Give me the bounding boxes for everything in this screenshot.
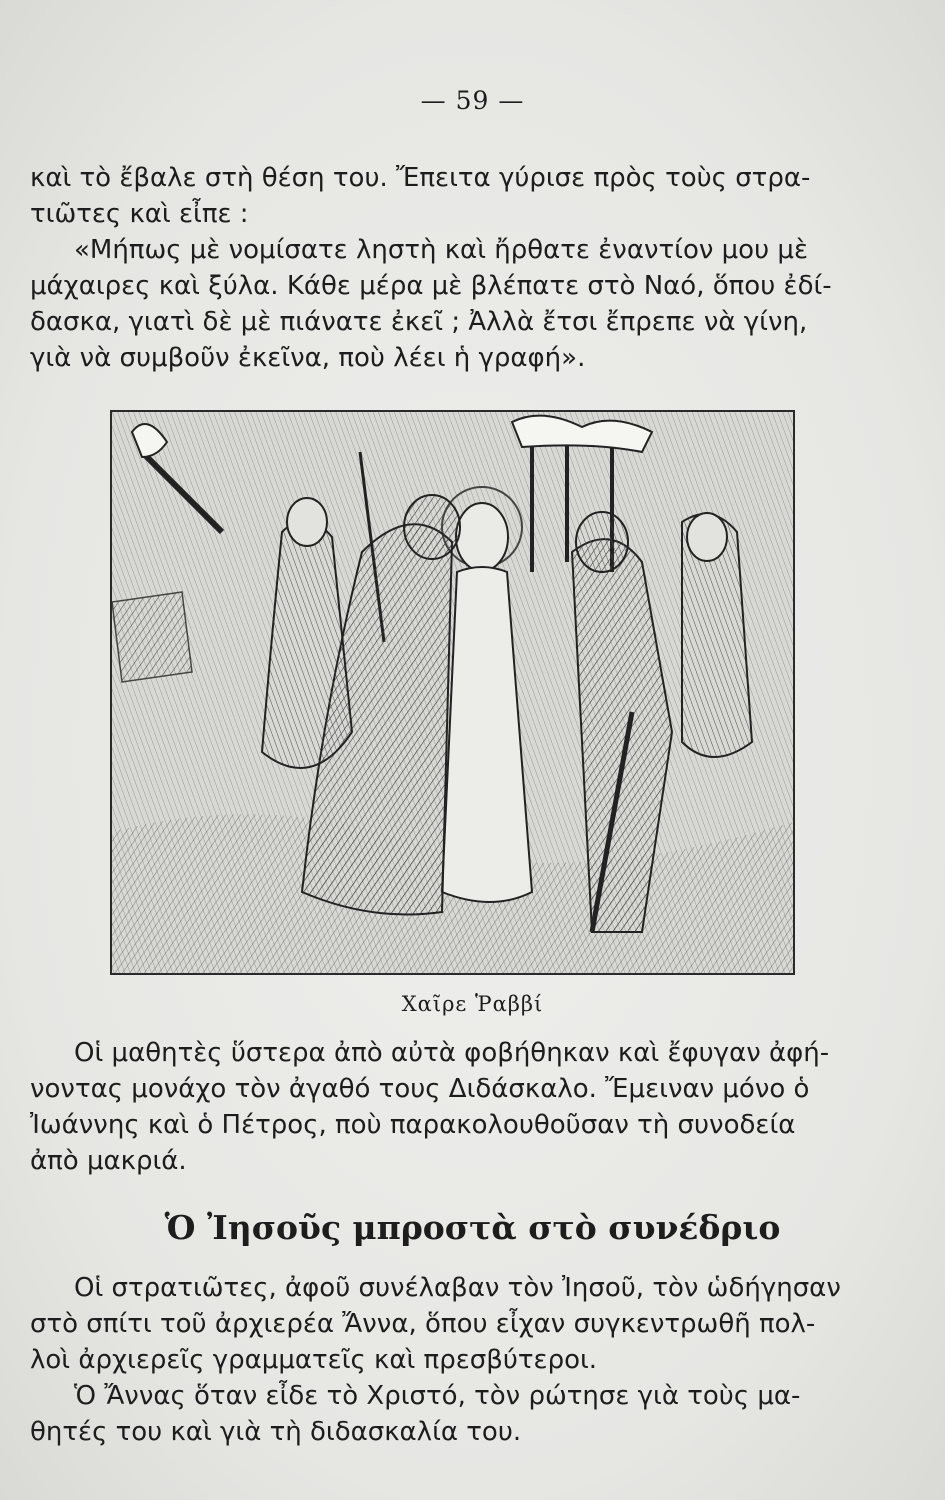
text-line: δασκα, γιατὶ δὲ μὲ πιάνατε ἐκεῖ ; Ἀλλὰ ἔτσι ἔπρεπε νὰ γίνη, — [30, 307, 808, 337]
paragraph-disciples-flee — [30, 1035, 900, 1179]
text-line: Ὁ Ἄννας ὅταν εἶδε τὸ Χριστό, τὸν ρώτησε γιὰ τοὺς μα- — [74, 1381, 801, 1411]
text-line: στὸ σπίτι τοῦ ἀρχιερέα Ἄννα, ὅπου εἶχαν συγκεντρωθῆ πολ- — [30, 1309, 816, 1339]
paragraph-before-annas — [30, 1270, 900, 1450]
text-line: Οἱ στρατιῶτες, ἀφοῦ συνέλαβαν τὸν Ἰησοῦ, τὸν ὡδήγησαν — [74, 1273, 841, 1303]
text-line: «Μήπως μὲ νομίσατε ληστὴ καὶ ἤρθατε ἐναντίον μου μὲ — [74, 235, 808, 265]
text-line: νοντας μονάχο τὸν ἀγαθό τους Διδάσκαλο. Ἔμειναν μόνο ὁ — [30, 1074, 810, 1104]
text-line: Ἰωάννης καὶ ὁ Πέτρος, ποὺ παρακολουθοῦσαν τὴ συνοδεία — [30, 1110, 796, 1140]
text-line: Οἱ μαθητὲς ὕστερα ἀπὸ αὐτὰ φοβήθηκαν καὶ ἔφυγαν ἀφή- — [74, 1038, 830, 1068]
text-line: λοὶ ἀρχιερεῖς γραμματεῖς καὶ πρεσβύτεροι. — [30, 1345, 598, 1375]
text-line: θητές του καὶ γιὰ τὴ διδασκαλία του. — [30, 1417, 522, 1447]
text-line: καὶ τὸ ἔβαλε στὴ θέση του. Ἔπειτα γύρισε πρὸς τοὺς στρα- — [30, 163, 811, 193]
text-line: τιῶτες καὶ εἶπε : — [30, 199, 249, 229]
text-line: ἀπὸ μακριά. — [30, 1146, 187, 1176]
illustration-caption: Χαῖρε Ῥαββί — [401, 992, 544, 1016]
section-heading: Ὁ Ἰησοῦς μπροστὰ στὸ συνέδριο — [164, 1208, 781, 1247]
paragraph-soldiers-speech — [30, 160, 900, 376]
engraving-illustration — [110, 410, 795, 975]
page-number: — 59 — — [420, 86, 525, 115]
text-line: γιὰ νὰ συμβοῦν ἐκεῖνα, ποὺ λέει ἡ γραφή». — [30, 343, 586, 373]
text-line: μάχαιρες καὶ ξύλα. Κάθε μέρα μὲ βλέπατε στὸ Ναό, ὅπου ἐδί- — [30, 271, 832, 301]
